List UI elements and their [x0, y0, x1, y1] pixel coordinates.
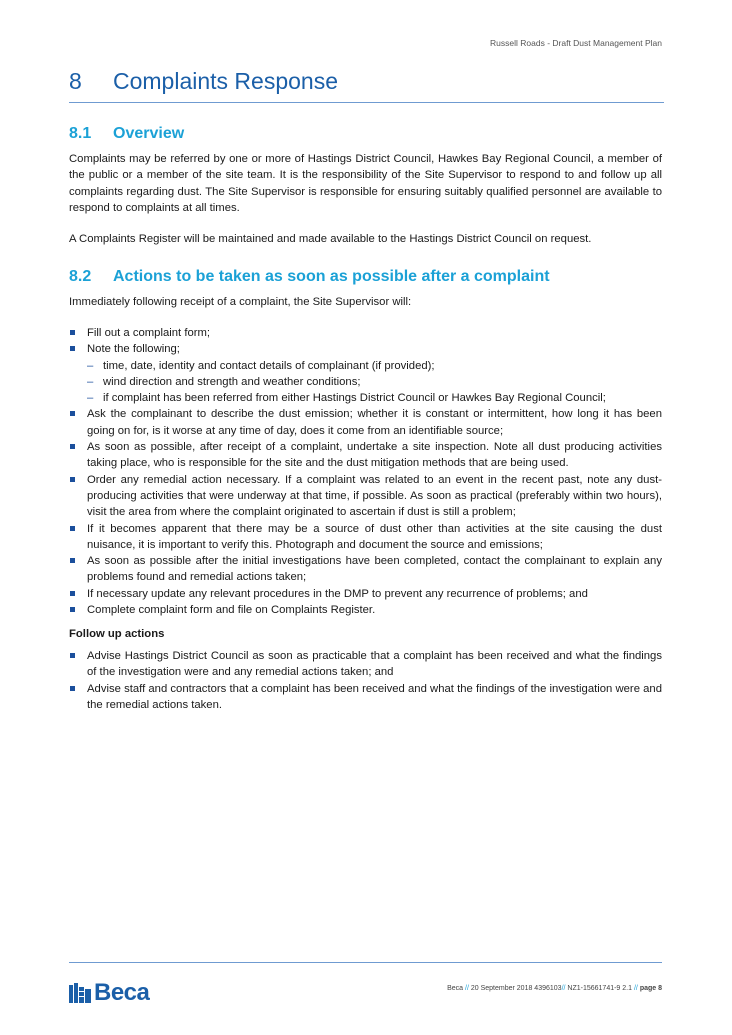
sub-list [87, 358, 662, 407]
square-bullet-icon [70, 591, 75, 596]
list-item: If necessary update any relevant procedures in the DMP to prevent any recurrence of problems; and [69, 586, 662, 602]
square-bullet-icon [70, 558, 75, 563]
list-item: Order any remedial action necessary. If a complaint was related to an event in the recent past, note any dust-producing activities that were underway at that time, if possible. As soon as practical (preferably within two hours), visit the area from where the complaint originated to ascertain if dust is still a problem; [69, 472, 662, 521]
square-bullet-icon [70, 444, 75, 449]
list-item: Advise staff and contractors that a complaint has been received and what the findings of the investigation were and the remedial actions taken. [69, 681, 662, 714]
footer-divider [69, 962, 662, 963]
list-item: As soon as possible, after receipt of a complaint, undertake a site inspection. Note all dust producing activities taking place, who is responsible for the site and the dust mitigation methods that are being used. [69, 439, 662, 472]
chapter-title: Complaints Response [113, 68, 339, 94]
list-item: Note the following; – time, date, identity and contact details of complainant (if provided); – wind direction and strength and weather conditions; – if complaint has been referred from either Hastings District Council or Hawkes Bay Regional Council; [69, 341, 662, 406]
sub-list-item: – time, date, identity and contact details of complainant (if provided); [87, 358, 662, 374]
page-number: page 8 [639, 985, 662, 992]
square-bullet-icon [70, 526, 75, 531]
actions-intro: Immediately following receipt of a complaint, the Site Supervisor will: [69, 296, 412, 308]
chapter-heading [69, 68, 664, 103]
square-bullet-icon [70, 653, 75, 658]
footer-reference: Beca // 20 September 2018 4396103// NZ1-15661741-9 2.1 // page 8 [447, 985, 662, 992]
list-item: Ask the complainant to describe the dust emission; whether it is constant or intermittent, how long it has been going on for, is it worse at any time of day, does it come from an identifiable source; [69, 406, 662, 439]
list-item: Complete complaint form and file on Complaints Register. [69, 602, 662, 618]
beca-logo [69, 980, 149, 1006]
list-item: Advise Hastings District Council as soon as practicable that a complaint has been received and what the findings of the investigation were and any remedial actions taken; and [69, 648, 662, 681]
square-bullet-icon [70, 477, 75, 482]
square-bullet-icon [70, 607, 75, 612]
dash-bullet-icon: – [87, 392, 94, 405]
beca-logo-icon [69, 983, 91, 1003]
overview-paragraph-2: A Complaints Register will be maintained and made available to the Hastings District Council on request. [69, 233, 592, 245]
list-item: Fill out a complaint form; [69, 325, 662, 341]
overview-paragraph-1: Complaints may be referred by one or more of Hastings District Council, Hawkes Bay Regional Council, a member of the public or a member of the site team. It is the responsibility of the Site Supervisor to respond to and follow up all complaints regarding dust. The Site Supervisor is responsible for ensuring suitably qualified personnel are available to respond to complaints at all times. [69, 153, 662, 214]
actions-list [69, 325, 662, 618]
section-title: Actions to be taken as soon as possible after a complaint [113, 268, 550, 285]
section-number: 8.1 [69, 125, 92, 142]
follow-up-list [69, 648, 662, 713]
square-bullet-icon [70, 411, 75, 416]
square-bullet-icon [70, 686, 75, 691]
dash-bullet-icon: – [87, 375, 94, 388]
list-item: If it becomes apparent that there may be a source of dust other than activities at the site causing the dust nuisance, it is important to verify this. Photograph and document the source and emissions; [69, 521, 662, 554]
sub-list-item: – if complaint has been referred from either Hastings District Council or Hawkes Bay Regional Council; [87, 390, 662, 406]
section-number: 8.2 [69, 268, 92, 285]
running-header: Russell Roads - Draft Dust Management Plan [490, 38, 662, 48]
list-item: As soon as possible after the initial investigations have been completed, contact the complainant to explain any problems found and remedial actions taken; [69, 553, 662, 586]
dash-bullet-icon: – [87, 359, 94, 372]
follow-up-heading: Follow up actions [69, 628, 165, 640]
section-heading-overview [69, 125, 184, 143]
logo-text: Beca [94, 979, 150, 1006]
chapter-number: 8 [69, 68, 82, 94]
square-bullet-icon [70, 346, 75, 351]
section-title: Overview [113, 125, 185, 142]
square-bullet-icon [70, 330, 75, 335]
sub-list-item: – wind direction and strength and weather conditions; [87, 374, 662, 390]
section-heading-actions [69, 268, 550, 286]
